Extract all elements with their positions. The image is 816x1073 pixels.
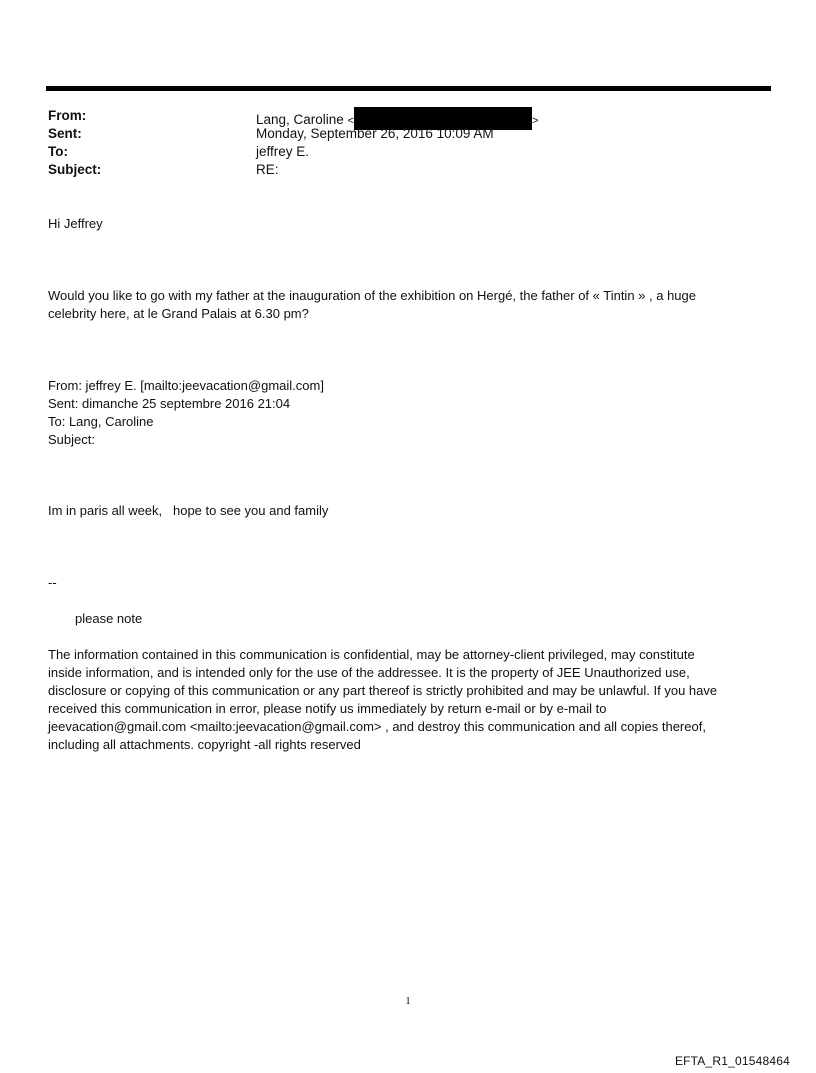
disclaimer-line-4: received this communication in error, please notify us immediately by return e-mail or by e-mail to xyxy=(48,701,607,716)
body-paragraph-line-2: celebrity here, at le Grand Palais at 6.30 pm? xyxy=(48,306,309,321)
to-label: To: xyxy=(48,144,68,159)
subject-row xyxy=(48,161,748,179)
sent-row xyxy=(48,125,748,143)
page-number: 1 xyxy=(405,995,411,1007)
signature-separator: -- xyxy=(48,575,57,590)
disclaimer-line-2: inside information, and is intended only for the use of the addressee. It is the property of JEE Unauthorized use, xyxy=(48,665,690,680)
quoted-to: To: Lang, Caroline xyxy=(48,414,154,429)
signature-note: please note xyxy=(75,611,143,626)
email-header xyxy=(48,107,748,179)
quoted-sent: Sent: dimanche 25 septembre 2016 21:04 xyxy=(48,396,291,411)
sent-label: Sent: xyxy=(48,126,82,141)
disclaimer-line-5: jeevacation@gmail.com <mailto:jeevacation@gmail.com> , and destroy this communication and all copies thereof, xyxy=(48,719,706,734)
from-label: From: xyxy=(48,108,87,123)
subject-value: RE: xyxy=(256,162,279,177)
quoted-from: From: jeffrey E. [mailto:jeevacation@gmail.com] xyxy=(48,378,324,393)
disclaimer-line-1: The information contained in this communication is confidential, may be attorney-client privileged, may constitute xyxy=(48,647,695,662)
to-value: jeffrey E. xyxy=(256,144,310,159)
body-paragraph-line-1: Would you like to go with my father at the inauguration of the exhibition on Hergé, the father of « Tintin » , a huge xyxy=(48,288,696,303)
header-divider xyxy=(46,86,771,91)
quoted-subject: Subject: xyxy=(48,432,95,447)
sent-value: Monday, September 26, 2016 10:09 AM xyxy=(256,126,494,141)
from-row xyxy=(48,107,748,125)
subject-label: Subject: xyxy=(48,162,102,177)
disclaimer-line-6: including all attachments. copyright -all rights reserved xyxy=(48,737,361,752)
sender-name: Lang, Caroline xyxy=(256,112,344,127)
document-id: EFTA_R1_01548464 xyxy=(674,1054,790,1068)
quoted-message: Im in paris all week, hope to see you and family xyxy=(48,503,329,518)
email-close-bracket: > xyxy=(532,115,539,127)
disclaimer-line-3: disclosure or copying of this communication or any part thereof is strictly prohibited and may be unlawful. If you have xyxy=(48,683,718,698)
greeting: Hi Jeffrey xyxy=(48,216,103,231)
to-row xyxy=(48,143,748,161)
email-open-bracket: < xyxy=(347,115,355,127)
